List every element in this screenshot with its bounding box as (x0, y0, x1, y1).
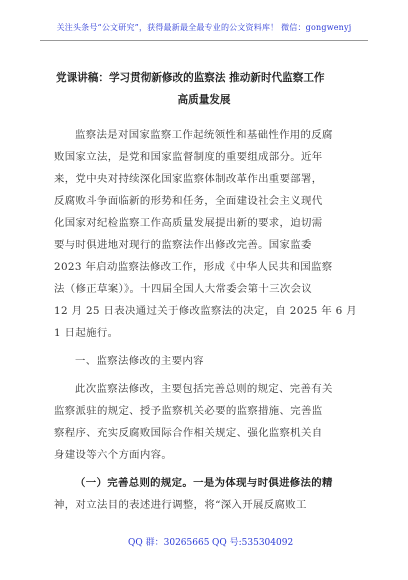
paragraph-2-line: 身建设等六个方面内容。 (54, 449, 173, 461)
document-title-line-2: 高质量发展 (177, 94, 231, 106)
document-title-line-1: 党课讲稿：学习贯彻新修改的监察法 推动新时代监察工作 (56, 72, 325, 84)
paragraph-1-line: 化国家对纪检监察工作高质量发展提出新的要求，迫切需 (54, 217, 323, 229)
paragraph-1-line: 12 月 25 日表决通过关于修改监察法的决定，自 2025 年 6 月 (54, 305, 358, 317)
footer-qq-group: QQ 群：30265665 (128, 538, 210, 548)
paragraph-2-line: 此次监察法修改，主要包括完善总则的规定、完善有关 (75, 383, 333, 395)
paragraph-1-line: 败国家立法，是党和国家监督制度的重要组成部分。近年 (54, 151, 323, 163)
header-banner: 关注头条号“公文研究”，获得最新最全最专业的公文资料库！ 微信：gongwenyj (56, 23, 352, 32)
paragraph-1-line: 2023 年启动监察法修改工作，形成《中华人民共和国监察 (54, 261, 333, 273)
paragraph-1-line: 反腐败斗争面临新的形势和任务，全面建设社会主义现代 (54, 195, 323, 207)
paragraph-2-line: 监察派驻的规定、授予监察机关必要的监察措施、完善监 (54, 405, 323, 417)
subsection-heading: （一）完善总则的规定。一是为体现与时俱进修法的精 (75, 477, 333, 489)
paragraph-3-line: 神，对立法目的表述进行调整，将“深入开展反腐败工 (54, 499, 307, 511)
footer-qq-number: QQ 号:535304092 (212, 538, 294, 548)
section-heading: 一、监察法修改的主要内容 (75, 355, 204, 367)
paragraph-1-line: 来，党中央对持续深化国家监察体制改革作出重要部署， (54, 173, 323, 185)
header-divider (40, 40, 368, 41)
paragraph-1-line: 要与时俱进地对现行的监察法作出修改完善。国家监委 (54, 239, 312, 251)
paragraph-1-line: 1 日起施行。 (54, 327, 119, 339)
paragraph-1-line: 监察法是对国家监察工作起统领性和基础性作用的反腐 (75, 129, 333, 141)
paragraph-1-line: 法（修正草案）》。十四届全国人大常委会第十三次会议 (54, 283, 313, 295)
paragraph-2-line: 察程序、充实反腐败国际合作相关规定、强化监察机关自 (54, 427, 323, 439)
